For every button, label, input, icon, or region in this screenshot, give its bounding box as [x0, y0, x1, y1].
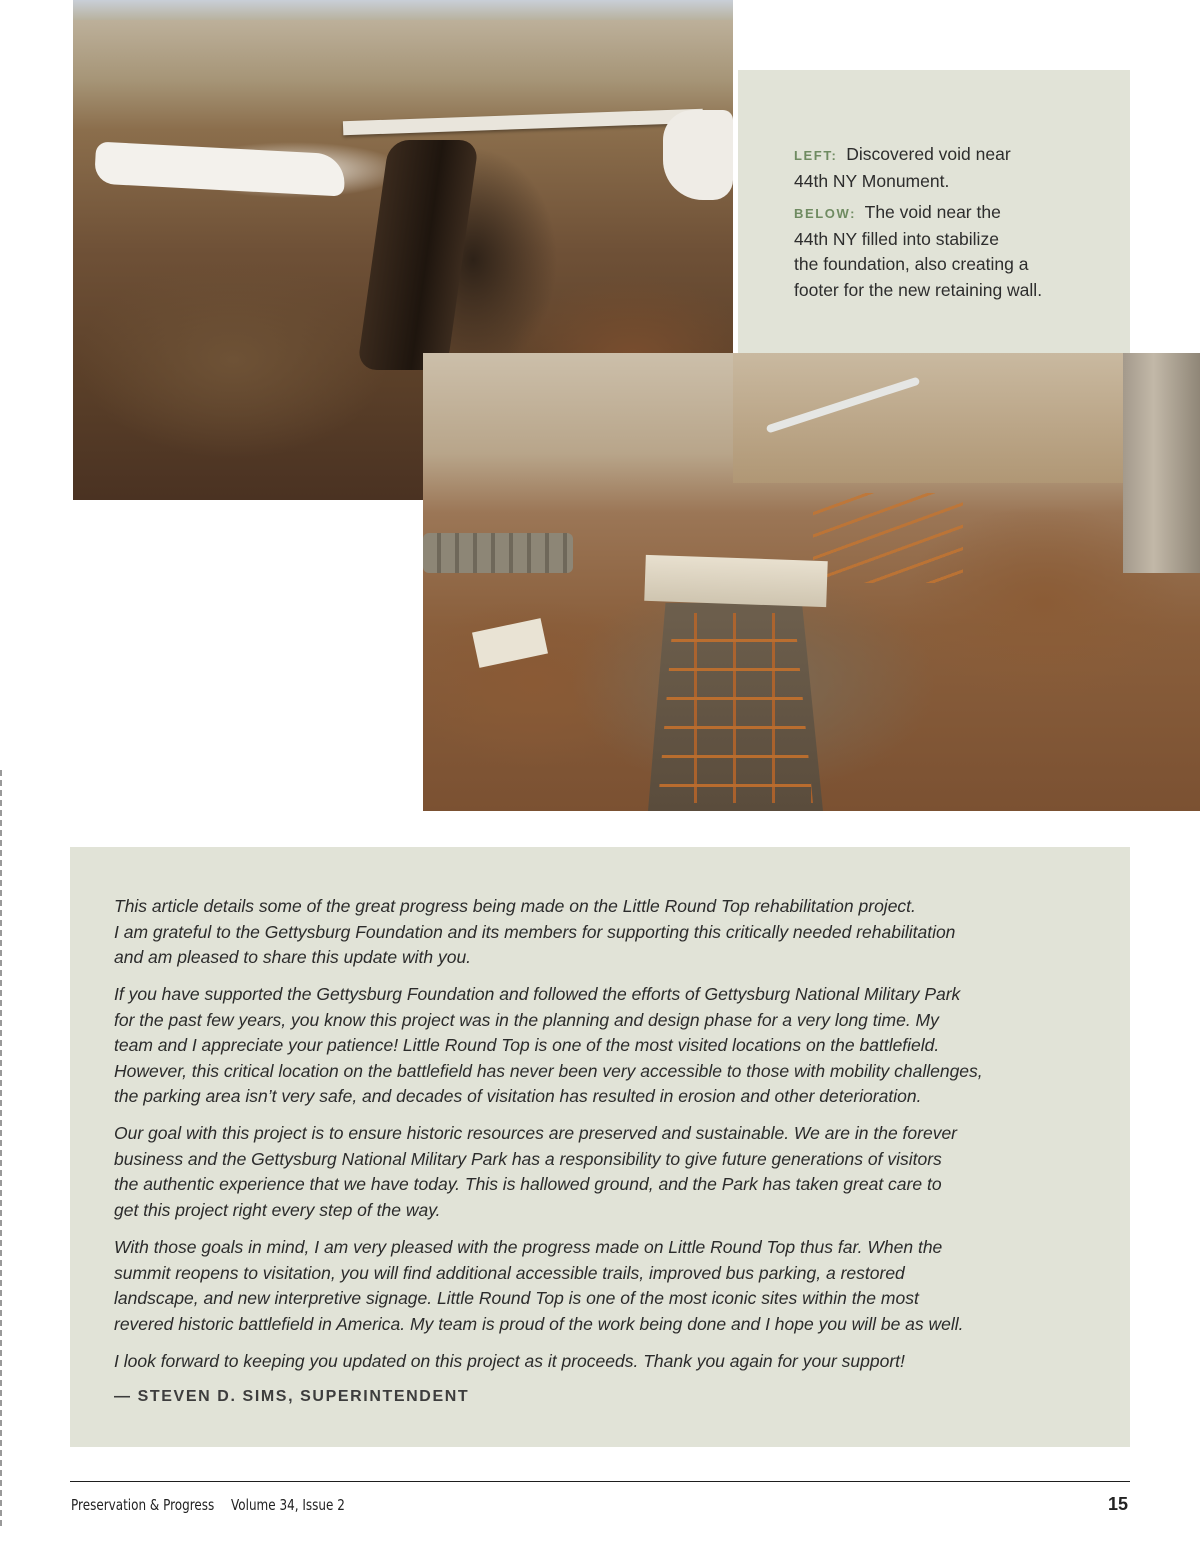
caption-left [794, 142, 1094, 194]
letter-line: and am pleased to share this update with you. [114, 947, 472, 967]
photo-rebar-grid [658, 613, 813, 803]
photo-plank [644, 555, 827, 607]
footer-issue: Volume 34, Issue 2 [231, 1496, 345, 1514]
letter-line: This article details some of the great progress being made on the Little Round Top rehabilitation project. [114, 896, 916, 916]
letter-line: However, this critical location on the battlefield has never been very accessible to those with mobility challenges, [114, 1060, 983, 1081]
caption-box [738, 70, 1130, 353]
photo-building-wall [1123, 353, 1200, 573]
photo-void-crack [357, 140, 479, 370]
caption-below-line: The void near the [864, 202, 1001, 222]
caption-below-line: 44th NY filled into stabilize [794, 228, 999, 249]
superintendent-letter [70, 847, 1130, 1447]
photo-rebar-upper [813, 493, 963, 583]
caption-left-line: 44th NY Monument. [794, 170, 950, 191]
photo-tarp-right [663, 110, 733, 200]
letter-line: business and the Gettysburg National Military Park has a responsibility to give future generations of visitors [114, 1148, 942, 1169]
letter-line: the authentic experience that we have today. This is hallowed ground, and the Park has taken great care to [114, 1174, 942, 1194]
letter-line: summit reopens to visitation, you will find additional accessible trails, improved bus parking, a restored [114, 1262, 905, 1283]
letter-line: With those goals in mind, I am very pleased with the progress made on Little Round Top thus far. When the [114, 1237, 943, 1257]
photo-tarp [94, 141, 346, 196]
letter-line: landscape, and new interpretive signage. Little Round Top is one of the most iconic sites within the most [114, 1288, 919, 1308]
letter-paragraph [114, 1235, 1104, 1337]
caption-left-line: Discovered void near [846, 144, 1011, 164]
letter-line: I look forward to keeping you updated on this project as it proceeds. Thank you again for your support! [114, 1351, 905, 1371]
letter-line: I am grateful to the Gettysburg Foundation and its members for supporting this critically needed rehabilitation [114, 921, 956, 942]
letter-paragraph [114, 894, 1104, 971]
footer-publication: Preservation & Progress [71, 1496, 215, 1514]
footer-rule [70, 1481, 1130, 1482]
letter-line: get this project right every step of the way. [114, 1199, 441, 1220]
caption-below-label: BELOW: [794, 206, 857, 221]
photo-plank-small [472, 618, 548, 668]
caption-below-line: the foundation, also creating a [794, 254, 1029, 274]
page-edge-marks [0, 770, 2, 1530]
page-number: 15 [1107, 1494, 1128, 1514]
letter-line: Our goal with this project is to ensure historic resources are preserved and sustainable. We are in the forever [114, 1123, 958, 1143]
letter-line: If you have supported the Gettysburg Foundation and followed the efforts of Gettysburg National Military Park [114, 984, 961, 1004]
letter-paragraph [114, 1349, 1104, 1375]
letter-paragraph [114, 982, 1104, 1110]
photo-board [343, 109, 703, 136]
photo-stone-wall [423, 533, 573, 573]
letter-paragraph [114, 1121, 1104, 1223]
letter-signature: — STEVEN D. SIMS, SUPERINTENDENT [114, 1388, 470, 1405]
caption-below [794, 200, 1094, 303]
photo-void-filled-foundation [423, 353, 1200, 811]
letter-line: for the past few years, you know this project was in the planning and design phase for a very long time. My [114, 1009, 939, 1030]
caption-left-label: LEFT: [794, 148, 838, 163]
letter-line: revered historic battlefield in America. My team is proud of the work being done and I hope you will be as well. [114, 1313, 964, 1334]
photo-sky [73, 0, 733, 20]
caption-below-line: footer for the new retaining wall. [794, 279, 1043, 300]
letter-line: team and I appreciate your patience! Little Round Top is one of the most visited locations on the battlefield. [114, 1035, 940, 1055]
letter-line: the parking area isn’t very safe, and decades of visitation has resulted in erosion and other deterioration. [114, 1086, 922, 1106]
